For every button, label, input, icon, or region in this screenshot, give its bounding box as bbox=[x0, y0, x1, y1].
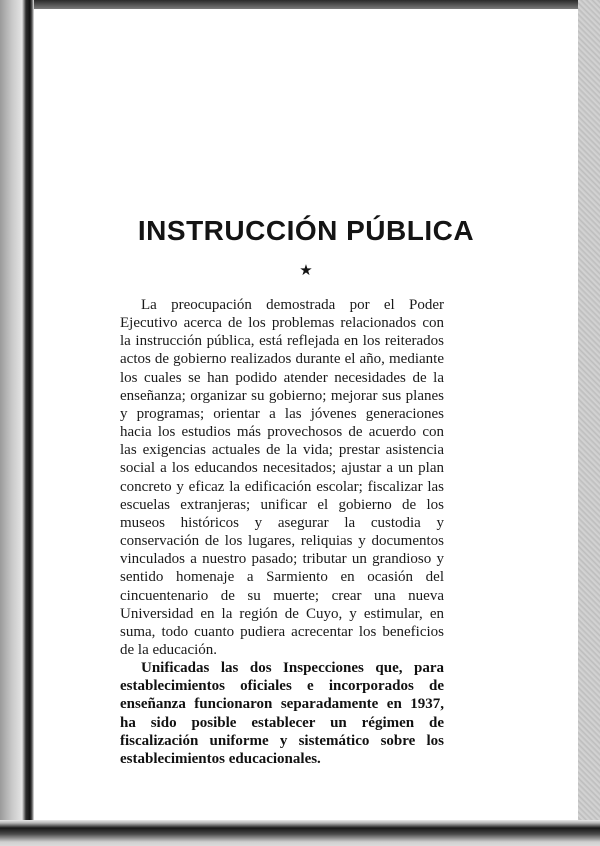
scan-edge-top bbox=[0, 0, 600, 9]
scan-edge-left bbox=[0, 0, 34, 846]
paragraph-2: Unificadas las dos Inspecciones que, para establecimientos oficiales e incorporados de enseñanza funcionaron separadamente en 1937, ha sido posible establecer un régimen de fiscalización uniforme y sistemático sobre los establecimientos educacionales. bbox=[120, 660, 444, 767]
scan-edge-bottom bbox=[0, 820, 600, 846]
document-page bbox=[34, 9, 578, 820]
paragraph-1: La preocupación demostrada por el Poder Ejecutivo acerca de los problemas relacionados con la instrucción pública, está reflejada en los reiterados actos de gobierno realizados durante el año, mediante los cuales se han podido atender necesidades de la enseñanza; organizar su gobierno; mejorar sus planes y programas; orientar a las jóvenes generaciones hacia los estudios más provechosos de acuerdo con las exigencias actuales de la vida; prestar asistencia social a los educandos necesitados; ajustar a un plan concreto y eficaz la edificación escolar; fiscalizar las escuelas extranjeras; unificar el gobierno de los museos históricos y asegurar la custodia y conservación de los lugares, reliquias y documentos vinculados a nuestro pasado; tributar un grandioso y sentido homenaje a Sarmiento en ocasión del cincuentenario de su muerte; crear una nueva Universidad en la región de Cuyo, y estimular, en suma, todo cuanto pudiera acrecentar los beneficios de la educación. bbox=[120, 297, 444, 658]
body-text bbox=[120, 296, 444, 768]
page-title: INSTRUCCIÓN PÚBLICA bbox=[137, 215, 475, 246]
star-ornament: ★ bbox=[299, 263, 313, 279]
scan-edge-right bbox=[578, 0, 600, 846]
